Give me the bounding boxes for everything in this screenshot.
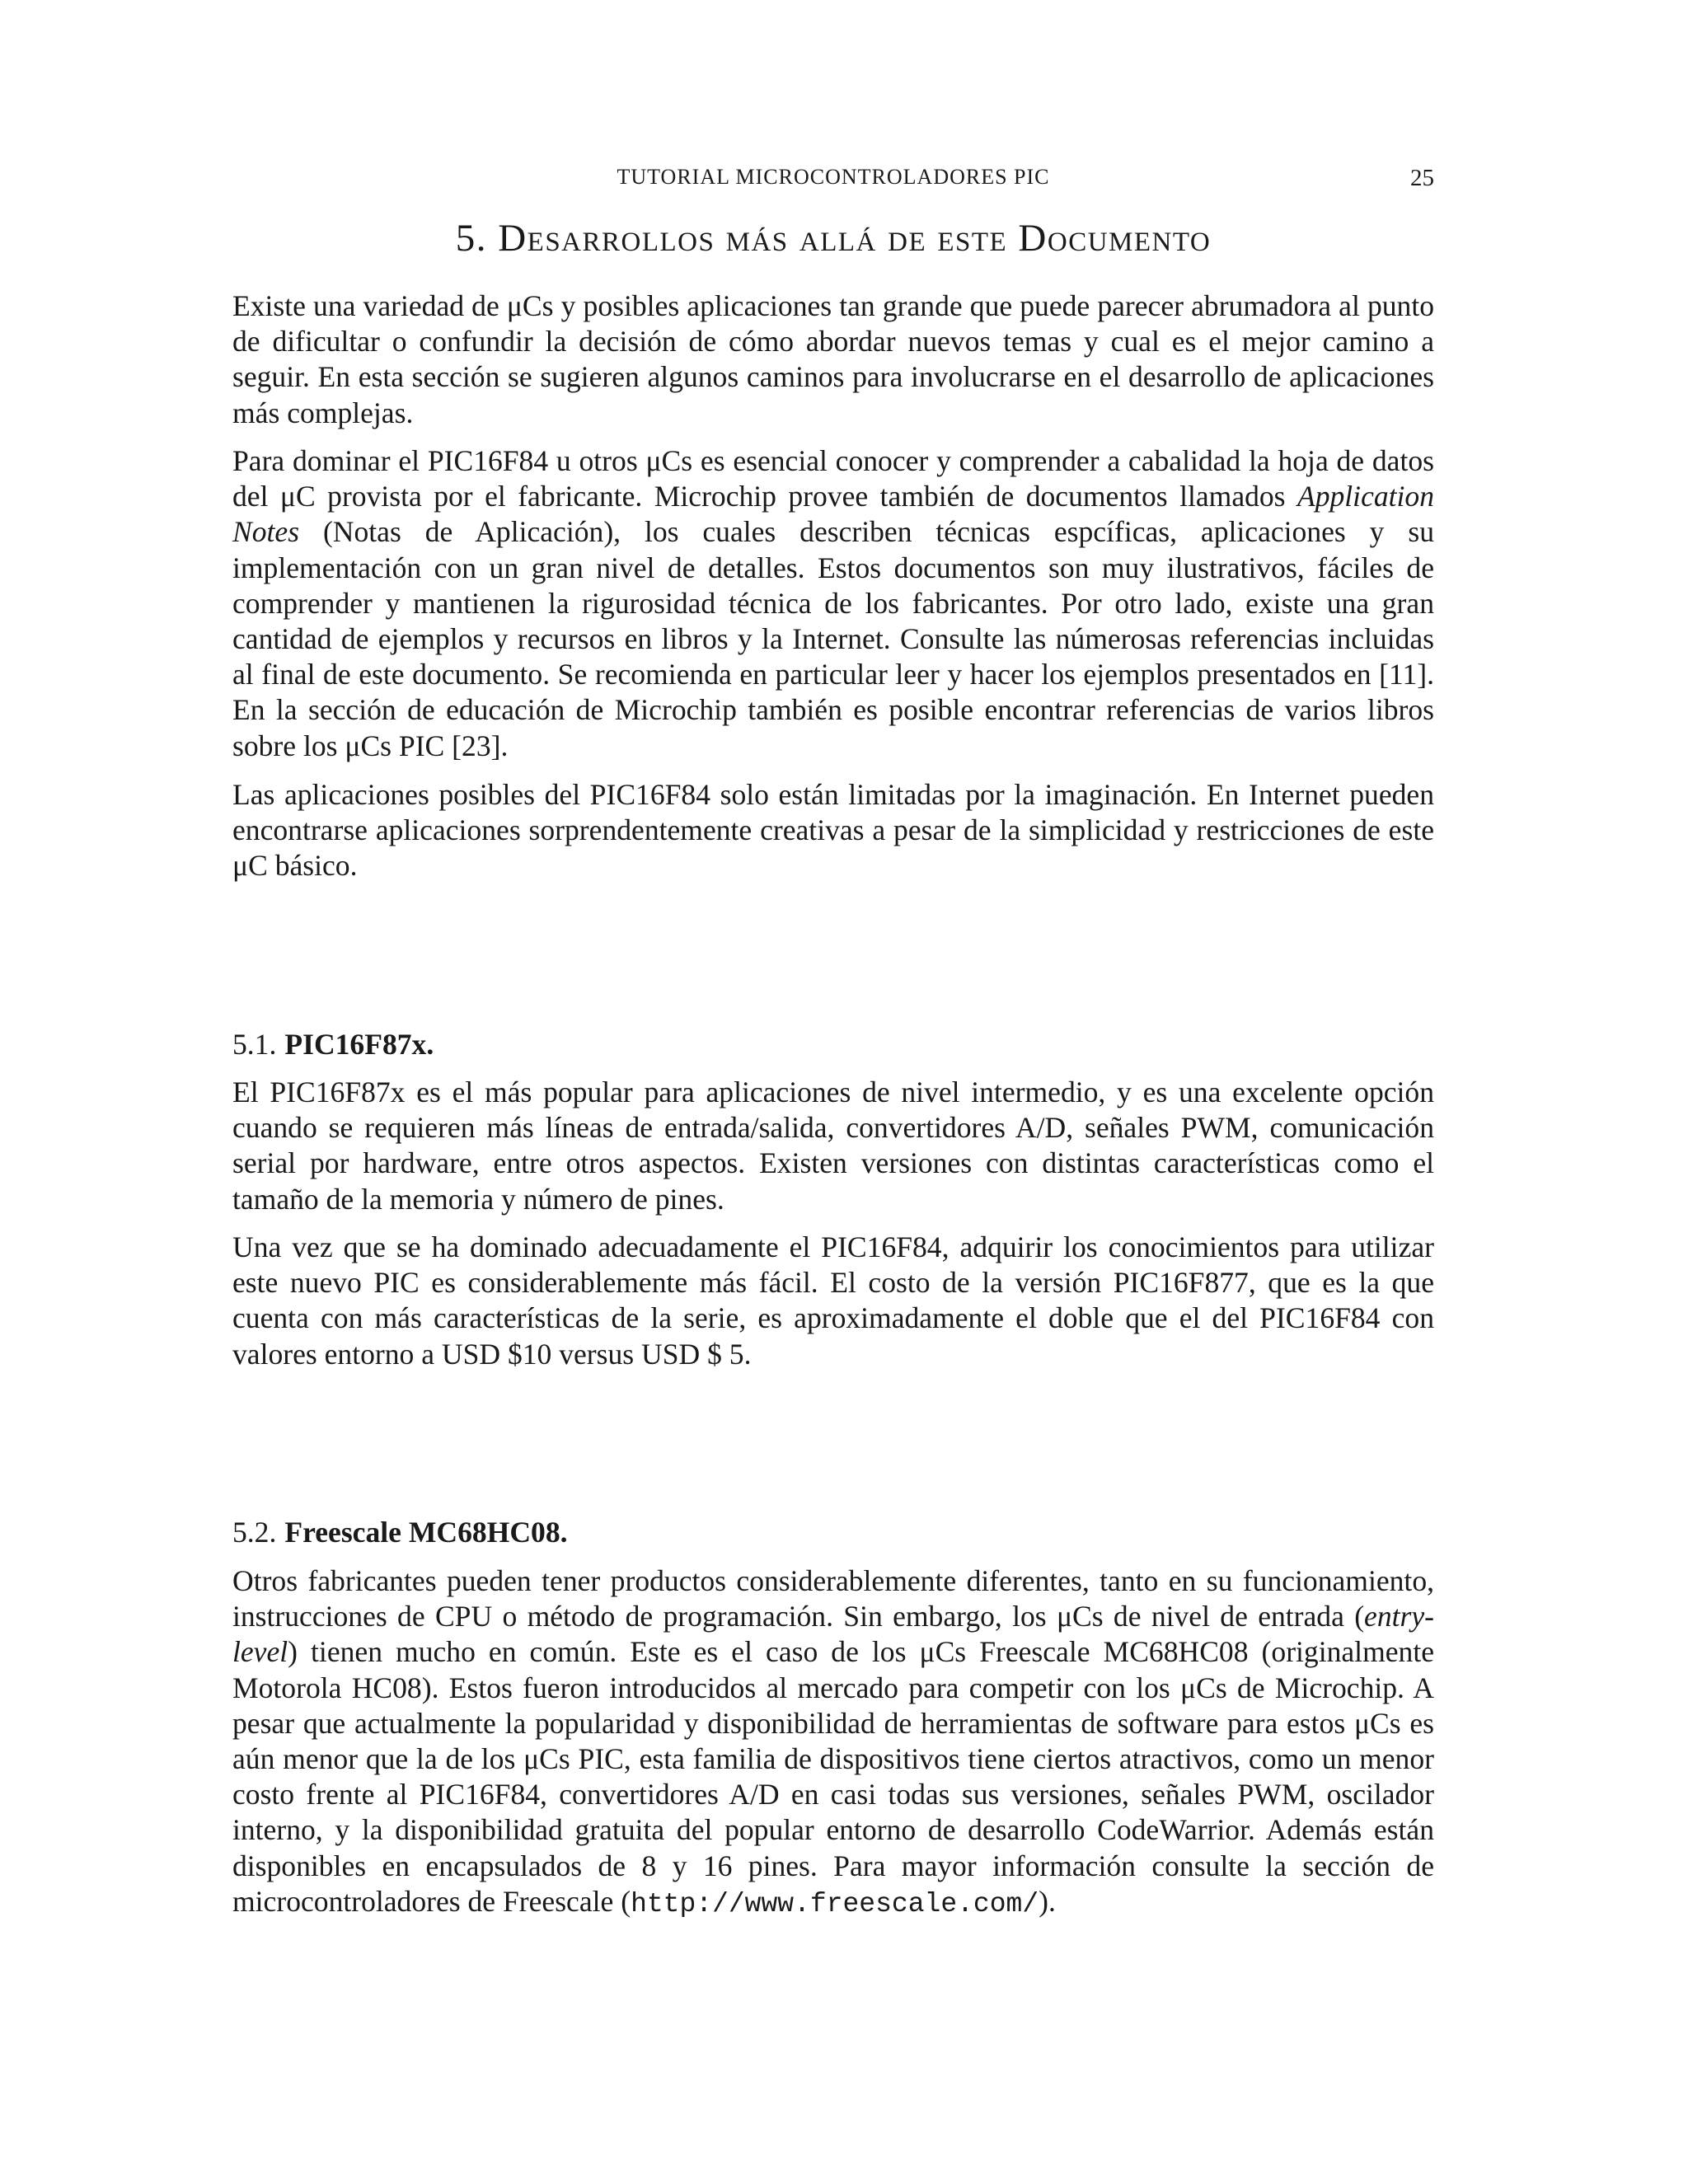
paragraph-freescale-part1: Otros fabricantes pueden tener productos considerablemente diferentes, tanto en su funcionamiento, instrucciones de CPU o método de programación. Sin embargo, los μCs de nivel de entrada ( [232,1564,1434,1633]
freescale-url: http://www.freescale.com/ [631,1888,1039,1919]
subsection-title: PIC16F87x. [284,1028,434,1061]
paragraph-freescale-part2: ) tienen mucho en común. Este es el caso de los μCs Freescale MC68HC08 (originalmente Motorola HC08). Estos fueron introducidos al mercado para competir con los μCs de Microchip. A pesar que actualmente la popularidad y disponibilidad de herramientas de software para estos μCs es aún menor que la de los μCs PIC, esta familia de dispositivos tiene ciertos atractivos, como un menor costo frente al PIC16F84, convertidores A/D en casi todas sus versiones, señales PWM, oscilador interno, y la disponibilidad gratuita del popular entorno de desarrollo CodeWarrior. Además están disponibles en encapsulados de 8 y 16 pines. Para mayor información consulte la sección de microcontroladores de Freescale ( [232,1635,1434,1918]
running-title: TUTORIAL MICROCONTROLADORES PIC [617,165,1050,189]
page-number: 25 [1410,165,1434,191]
paragraph-intro: Existe una variedad de μCs y posibles aplicaciones tan grande que puede parecer abrumadora al punto de dificultar o confundir la decisión de cómo abordar nuevos temas y cual es el mejor camino a seguir. En esta sección se sugieren algunos caminos para involucrarse en el desarrollo de aplicaciones más complejas. [232,289,1434,429]
paragraph-freescale-part3: ). [1039,1884,1056,1918]
subsection-heading-pic16f87x [232,1027,434,1062]
paragraph-freescale [232,1563,1434,1922]
application-notes-term: Application Notes [232,480,1434,549]
paragraph-datasheets [232,443,1434,764]
paragraph-datasheets-part2: (Notas de Aplicación), los cuales describen técnicas espcíficas, aplicaciones y su implementación con un gran nivel de detalles. Estos documentos son muy ilustrativos, fáciles de comprender y mantienen la rigurosidad técnica de los fabricantes. Por otro lado, existe una gran cantidad de ejemplos y recursos en libros y la Internet. Consulte las númerosas referencias incluidas al final de este documento. Se recomienda en particular leer y hacer los ejemplos presentados en [11]. En la sección de educación de Microchip también es posible encontrar referencias de varios libros sobre los μCs PIC [23]. [232,515,1434,762]
paragraph-pic16f87x-intro: El PIC16F87x es el más popular para aplicaciones de nivel intermedio, y es una excelente opción cuando se requieren más líneas de entrada/salida, convertidores A/D, señales PWM, comunicación serial por hardware, entre otros aspectos. Existen versiones con distintas características como el tamaño de la memoria y número de pines. [232,1076,1434,1216]
paragraph-datasheets-part1: Para dominar el PIC16F84 u otros μCs es esencial conocer y comprender a cabalidad la hoja de datos del μC provista por el fabricante. Microchip provee también de documentos llamados [232,444,1434,513]
subsection-number: 5.1. [232,1028,277,1061]
entry-level-term: entry-level [232,1600,1434,1669]
subsection-title: Freescale MC68HC08. [284,1516,568,1549]
subsection-number: 5.2. [232,1516,277,1549]
subsection-heading-freescale [232,1515,568,1549]
paragraph-pic16f87x-cost: Una vez que se ha dominado adecuadamente el PIC16F84, adquirir los conocimientos para utilizar este nuevo PIC es considerablemente más fácil. El costo de la versión PIC16F877, que es la que cuenta con más características de la serie, es aproximadamente el doble que el del PIC16F84 con valores entorno a USD $10 versus USD $ 5. [232,1230,1434,1371]
section-title: 5. Desarrollos más allá de este Documento [455,217,1212,260]
paragraph-applications: Las aplicaciones posibles del PIC16F84 solo están limitadas por la imaginación. En Internet pueden encontrarse aplicaciones sorprendentemente creativas a pesar de la simplicidad y restricciones de este μC básico. [232,778,1434,883]
